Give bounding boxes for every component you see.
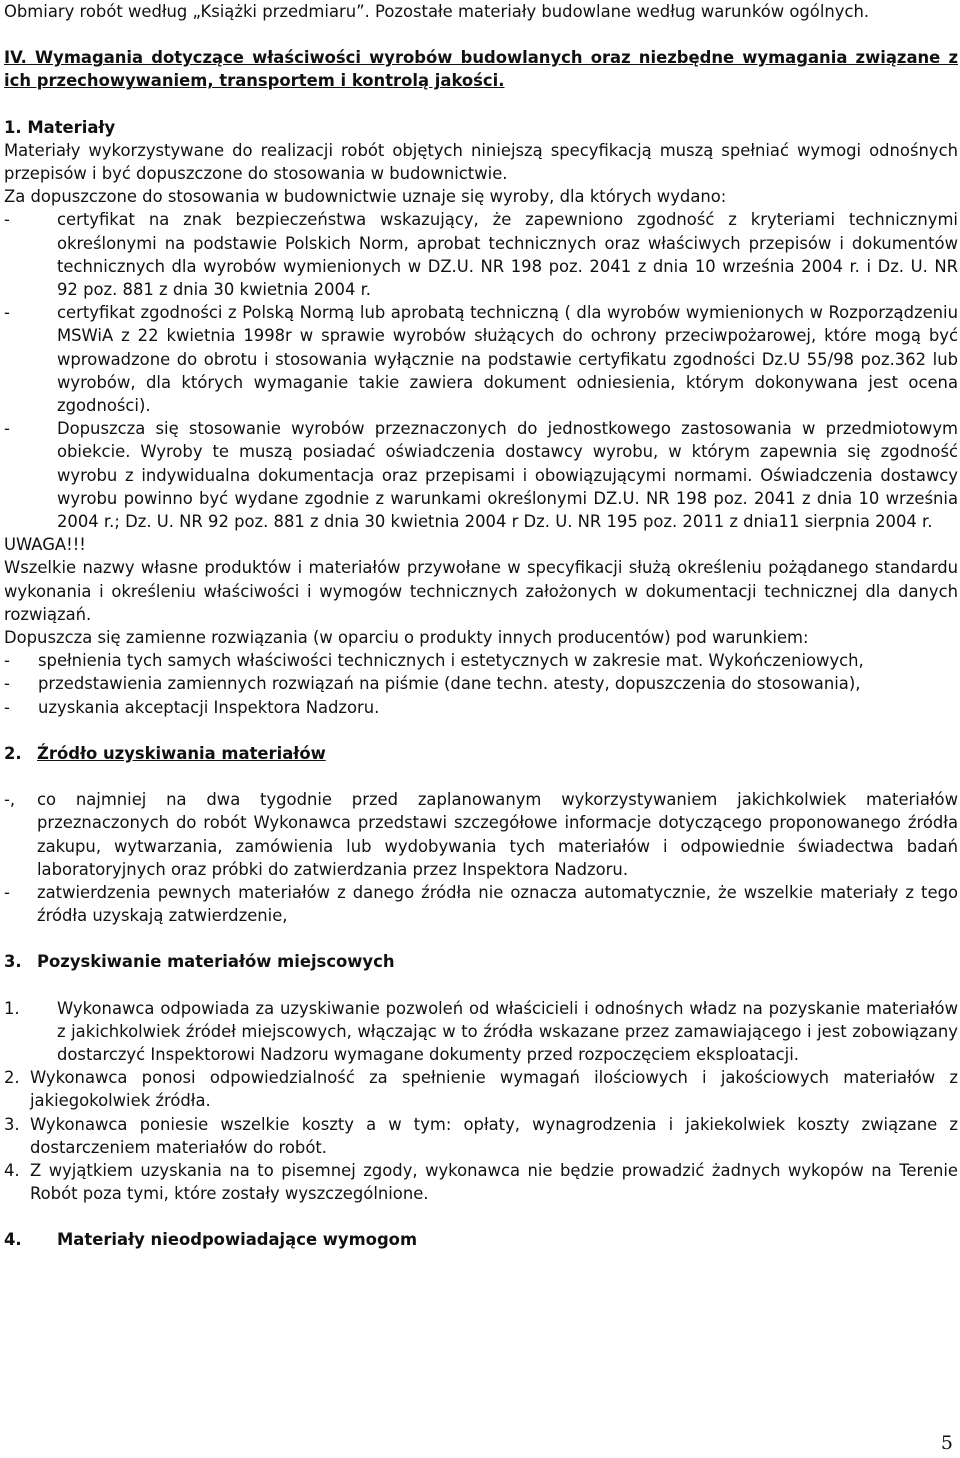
materials-paragraph: Materiały wykorzystywane do realizacji robót objętych niniejszą specyfikacją muszą spełniać wymogi odnośnych przepisów i być dopuszczone do stosowania w budownictwie. <box>4 140 958 184</box>
page-number: 5 <box>940 1432 953 1454</box>
list-text: Wykonawca odpowiada za uzyskiwanie pozwoleń od właścicieli i odnośnych władz na pozyskanie materiałów z jakichkolwiek źródeł miejscowych, włączając w to źródła wskazane przez zamawiającego i jest zobowiązany dostarczyć Inspektorowi Nadzoru wymagane dokumenty przed rozpoczęciem eksploatacji. <box>57 998 958 1064</box>
spacer <box>4 927 958 950</box>
list-marker: 2. <box>4 1068 20 1088</box>
heading-text: Pozyskiwanie materiałów miejscowych <box>37 952 395 972</box>
list-text: uzyskania akceptacji Inspektora Nadzoru. <box>38 697 380 717</box>
list-text: Z wyjątkiem uzyskania na to pisemnej zgody, wykonawca nie będzie prowadzić żadnych wykopów na Terenie Robót poza tymi, które zostały wyszczególnione. <box>30 1160 958 1204</box>
intro-paragraph: Obmiary robót według „Książki przedmiaru”. Pozostałe materiały budowlane według warunków ogólnych. <box>4 2 870 21</box>
approved-intro-paragraph: Za dopuszczone do stosowania w budownictwie uznaje się wyroby, dla których wydano: <box>4 187 727 207</box>
local-materials-heading <box>4 950 958 973</box>
spacer <box>4 765 958 788</box>
spacer <box>4 93 958 116</box>
spacer <box>4 719 958 742</box>
list-text: co najmniej na dwa tygodnie przed zaplanowanym wykorzystywaniem jakichkolwiek materiałów przeznaczonych do robót Wykonawca przedstawi szczegółowe informacje dotyczącego proponowanego źródła zakupu, wytwarzania, zamówienia lub wydobywania tych materiałów i odpowiednie świadectwa badań laboratoryjnych oraz próbki do zatwierdzania przez Inspektora Nadzoru. <box>37 790 958 879</box>
heading-number: 2. <box>4 743 22 763</box>
heading-number: 3. <box>4 952 22 972</box>
list-item <box>4 881 958 927</box>
list-marker: - <box>4 210 10 230</box>
list-text: certyfikat zgodności z Polską Normą lub aprobatą techniczną ( dla wyrobów wymienionych w Rozporządzeniu MSWiA z 22 kwietnia 1998r w sprawie wyrobów służących do ochrony przeciwpożarowej, które mogą być wprowadzone do obrotu i stosowania wyłącznie na podstawie certyfikatu zgodności Dz.U 55/98 poz.362 lub wyrobów, dla których wymaganie takie zawiera dokument odniesienia, którym dokonywana jest ocena zgodności). <box>57 303 958 416</box>
list-marker: 1. <box>4 998 20 1018</box>
list-marker: 4. <box>4 1160 20 1180</box>
list-text: Wykonawca poniesie wszelkie koszty a w tym: opłaty, wynagrodzenia i jakiekolwiek koszty związane z dostarczeniem materiałów do robót. <box>30 1114 958 1157</box>
list-text: przedstawienia zamiennych rozwiązań na piśmie (dane techn. atesty, dopuszczenia do stosowania), <box>38 674 861 694</box>
heading-number: 4. <box>4 1230 22 1250</box>
list-marker: 3. <box>4 1114 20 1134</box>
heading-text: Źródło uzyskiwania materiałów <box>37 743 326 763</box>
materials-heading: 1. Materiały <box>4 117 116 137</box>
warning-label: UWAGA!!! <box>4 535 86 555</box>
list-item <box>4 696 958 719</box>
spacer <box>4 974 958 997</box>
list-item <box>4 788 958 881</box>
section-iv-heading: IV. Wymagania dotyczące właściwości wyrobów budowlanych oraz niezbędne wymagania związane z ich przechowywaniem, transportem i kontrolą jakości. <box>4 48 958 91</box>
list-marker: -, <box>4 790 16 810</box>
source-heading <box>4 742 958 765</box>
alternatives-paragraph: Dopuszcza się zamienne rozwiązania (w oparciu o produkty innych producentów) pod warunkiem: <box>4 628 809 648</box>
list-text: zatwierdzenia pewnych materiałów z danego źródła nie oznacza automatycznie, że wszelkie materiały z tego źródła uzyskają zatwierdzenie, <box>37 882 958 926</box>
list-item <box>4 1159 958 1205</box>
list-marker: - <box>4 651 10 671</box>
list-marker: - <box>4 882 10 902</box>
list-text: Wykonawca ponosi odpowiedzialność za spełnienie wymagań ilościowych i jakościowych materiałów z jakiegokolwiek źródła. <box>30 1068 958 1111</box>
list-item <box>4 649 958 672</box>
list-item <box>4 208 958 301</box>
list-marker: - <box>4 697 10 717</box>
list-item <box>4 672 958 695</box>
heading-text: Materiały nieodpowiadające wymogom <box>57 1230 418 1250</box>
list-marker: - <box>4 674 10 694</box>
list-item <box>4 417 958 533</box>
list-text: Dopuszcza się stosowanie wyrobów przeznaczonych do jednostkowego zastosowania w przedmiotowym obiekcie. Wyroby te muszą posiadać oświadczenia dostawcy wyrobu, w którym zapewnia się zgodność wyrobu z indywidualna dokumentacja oraz przepisami i obowiązującymi normami. Oświadczenia dostawcy wyrobu powinno być wydane zgodnie z warunkami określonymi DZ.U. NR 198 poz. 2041 z dnia 10 września 2004 r.; Dz. U. NR 92 poz. 881 z dnia 30 kwietnia 2004 r Dz. U. NR 195 poz. 2011 z dnia11 sierpnia 2004 r. <box>57 419 958 532</box>
list-marker: - <box>4 419 10 439</box>
list-item <box>4 1066 958 1112</box>
product-names-paragraph: Wszelkie nazwy własne produktów i materiałów przywołane w specyfikacji służą określeniu pożądanego standardu wykonania i określeniu właściwości i wymogów technicznych założonych w dokumentacji technicznej dla danych rozwiązań. <box>4 558 958 624</box>
list-item <box>4 301 958 417</box>
list-text: spełnienia tych samych właściwości technicznych i estetycznych w zakresie mat. Wykończeniowych, <box>38 651 864 671</box>
list-marker: - <box>4 303 10 323</box>
list-item <box>4 997 958 1067</box>
nonconforming-heading <box>4 1228 958 1251</box>
list-text: certyfikat na znak bezpieczeństwa wskazujący, że zapewniono zgodność z kryteriami technicznymi określonymi na podstawie Polskich Norm, aprobat technicznych oraz właściwych przepisów i dokumentów technicznych dla wyrobów wymienionych w DZ.U. NR 198 poz. 2041 z dnia 10 września 2004 r. i Dz. U. NR 92 poz. 881 z dnia 30 kwietnia 2004 r. <box>57 210 958 300</box>
list-item <box>4 1113 958 1159</box>
spacer <box>4 1205 958 1228</box>
spacer <box>4 23 958 46</box>
